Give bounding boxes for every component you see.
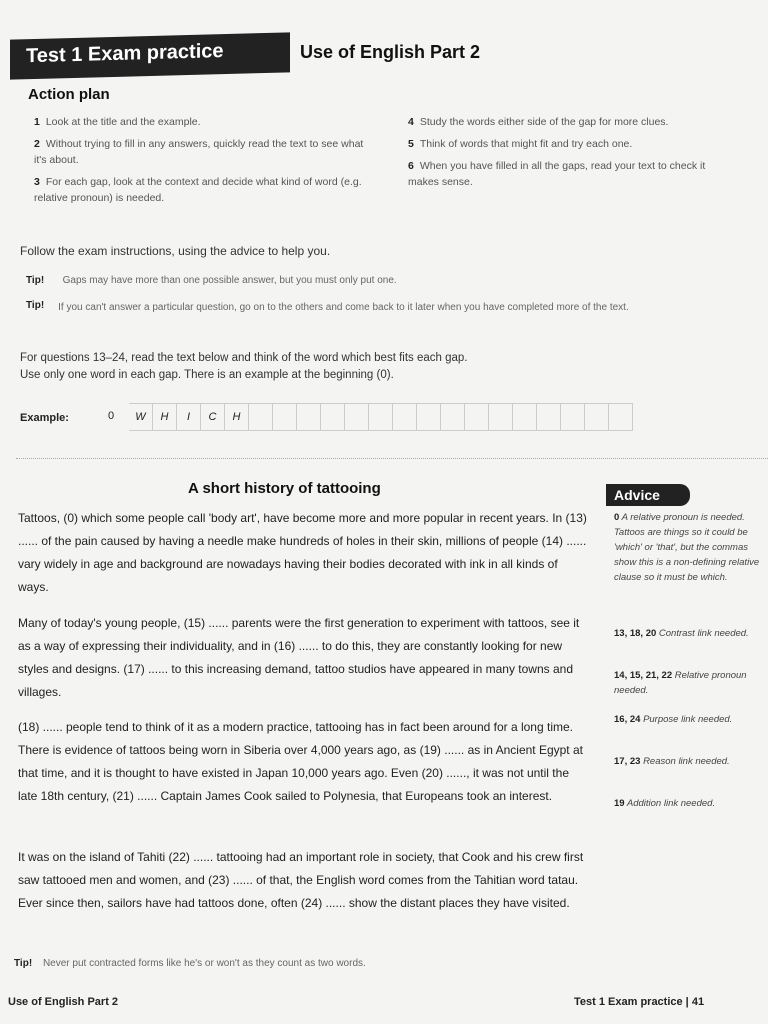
footer-left: Use of English Part 2 (8, 996, 119, 1008)
grid-cell (369, 403, 393, 431)
final-tip (14, 958, 366, 969)
grid-cell: H (225, 403, 249, 431)
grid-cell: W (129, 403, 153, 431)
question-instructions: For questions 13–24, read the text below and think of the word which best fits each gap. Use only one word in each gap. There is an example at the beginning (0). (20, 352, 468, 381)
plan-step: 4 Study the words either side of the gap for more clues. (408, 116, 669, 128)
advice-item: 19 Addition link needed. (614, 798, 716, 809)
grid-cell: C (201, 403, 225, 431)
advice-item: 16, 24 Purpose link needed. (614, 714, 733, 725)
follow-instructions: Follow the exam instructions, using the advice to help you. (20, 244, 331, 258)
story-paragraph: Tattoos, (0) which some people call 'body art', have become more and more popular in recent years. In (13) ...... of the pain caused by having a needle make hundreds of holes in their skin, millions of people (14) ...... vary widely in age and background are nowadays having their bodies decorated with ink in all kinds of ways. (18, 511, 587, 594)
action-plan-right (408, 114, 728, 190)
advice-heading: Advice (606, 484, 690, 506)
tip-2 (26, 300, 646, 315)
grid-cell (561, 403, 585, 431)
header-badge-text: Test 1 Exam practice (26, 40, 224, 68)
grid-cell (249, 403, 273, 431)
example-number: 0 (107, 410, 115, 422)
story-paragraph: (18) ...... people tend to think of it as a modern practice, tattooing has in fact been around for a long time. There is evidence of tattoos being worn in Siberia over 4,000 years ago, as (19) ...... as in Ancient Egypt at that time, and it is thought to have existed in Japan 10,000 years ago. Even (20) ......, it was not until the late 18th century, (21) ...... Captain James Cook sailed to Polynesia, that Europeans took an interest. (18, 720, 583, 803)
grid-cell: I (177, 403, 201, 431)
tip-label: Tip! (26, 300, 45, 311)
example-answer-grid (93, 403, 633, 431)
tip-1 (26, 270, 397, 288)
grid-cell (489, 403, 513, 431)
action-plan-title: Action plan (28, 86, 110, 103)
action-plan-left (34, 114, 364, 206)
header-badge (10, 32, 290, 79)
grid-cell (513, 403, 537, 431)
tip-text: Never put contracted forms like he's or won't as they count as two words. (42, 958, 366, 969)
section-divider (16, 458, 768, 459)
grid-cell (585, 403, 609, 431)
advice-item: 13, 18, 20 Contrast link needed. (614, 628, 749, 639)
tip-label: Tip! (26, 275, 45, 286)
tip-label: Tip! (14, 958, 33, 969)
story-paragraph: Many of today's young people, (15) ...... parents were the first generation to experiment with tattoos, see it as a way of expressing their individuality, and in (16) ...... to do this, they are constantly looking for new styles and designs. (17) ...... to this increasing demand, tattoo studios have appeared in many towns and villages. (18, 616, 580, 699)
plan-step: 6 When you have filled in all the gaps, read your text to check it makes sense. (408, 160, 706, 188)
grid-cell (297, 403, 321, 431)
grid-cell (465, 403, 489, 431)
grid-cell (441, 403, 465, 431)
grid-cell (417, 403, 441, 431)
story-title: A short history of tattooing (188, 480, 381, 497)
advice-item: 0 A relative pronoun is needed. Tattoos are things so it could be 'which' or 'that', but the commas show this is a non-defining relative clause so it must be which. (614, 512, 760, 583)
grid-cell (393, 403, 417, 431)
plan-step: 1 Look at the title and the example. (34, 116, 201, 128)
story-paragraph: It was on the island of Tahiti (22) ...... tattooing had an important role in society, that Cook and his crew first saw tattooed men and women, and (23) ...... of that, the English word comes from the Tahitian word tatau. Ever since then, sailors have had tattoos done, often (24) ...... show the distant places they have visited. (18, 850, 584, 910)
advice-item: 14, 15, 21, 22 Relative pronoun needed. (614, 670, 747, 696)
grid-cell (321, 403, 345, 431)
example-label: Example: (20, 412, 69, 424)
plan-step: 3 For each gap, look at the context and decide what kind of word (e.g. relative pronoun) is needed. (34, 176, 362, 204)
advice-item: 17, 23 Reason link needed. (614, 756, 730, 767)
grid-cell (273, 403, 297, 431)
plan-step: 2 Without trying to fill in any answers, quickly read the text to see what it's about. (34, 138, 364, 166)
grid-cell (609, 403, 633, 431)
grid-cell (537, 403, 561, 431)
plan-step: 5 Think of words that might fit and try each one. (408, 138, 633, 150)
footer-right: Test 1 Exam practice | 41 (574, 996, 705, 1008)
tip-text: If you can't answer a particular question, go on to the others and come back to it later when you have completed more of the text. (58, 302, 629, 313)
grid-cell: H (153, 403, 177, 431)
header-subtitle: Use of English Part 2 (300, 42, 481, 62)
grid-cell (345, 403, 369, 431)
tip-text: Gaps may have more than one possible answer, but you must only put one. (62, 275, 397, 286)
